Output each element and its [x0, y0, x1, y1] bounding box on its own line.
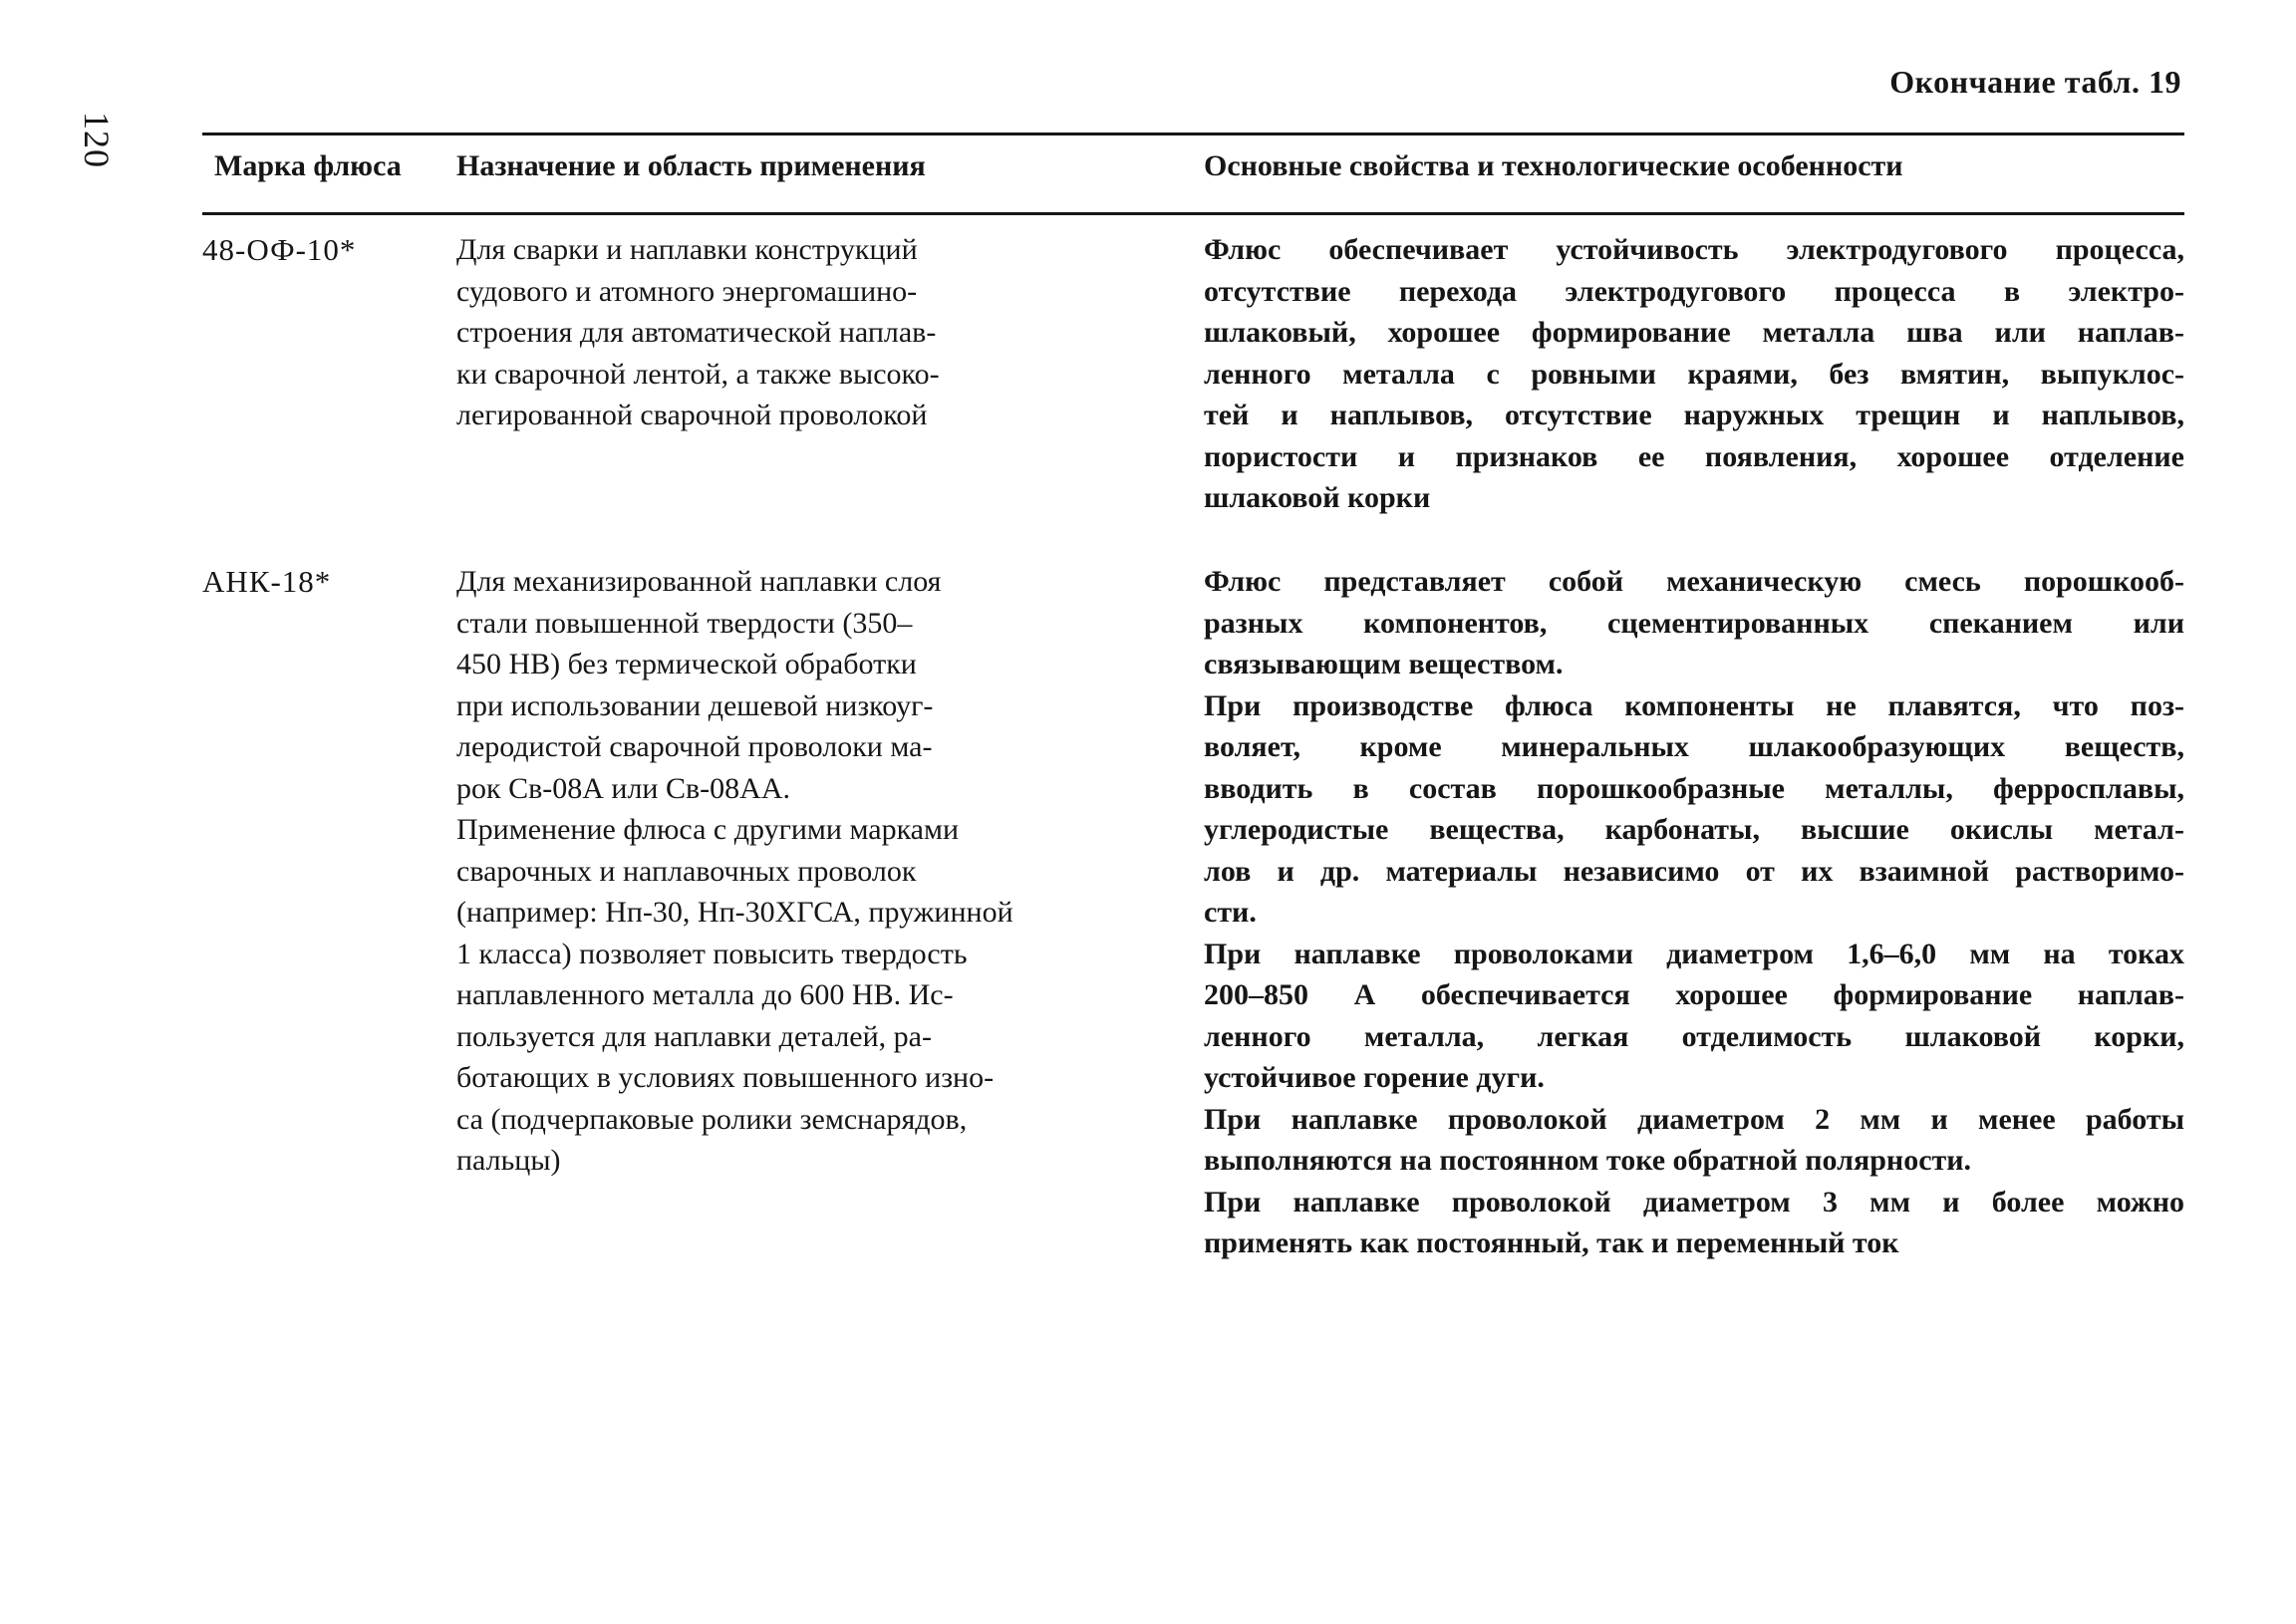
row-2-properties-line: выполняются на постоянном токе обратной полярности.	[1204, 1144, 1972, 1177]
table-top-rule	[202, 133, 2184, 135]
page-number: 120	[77, 112, 117, 168]
row-2-purpose-line: са (подчерпаковые ролики земснарядов,	[456, 1102, 968, 1136]
row-2-properties-line: сти.	[1204, 896, 1257, 929]
row-2-properties-line: При производстве флюса компоненты не плавятся, что поз-	[1204, 688, 2184, 722]
row-1-properties-line: пористости и признаков ее появления, хорошее отделение	[1204, 439, 2184, 473]
row-2-purpose-line: Для механизированной наплавки слоя	[456, 565, 942, 598]
row-2-properties-line: разных компонентов, сцементированных спеканием или	[1204, 606, 2184, 640]
row-1-properties-line: отсутствие перехода электродугового процесса в электро-	[1204, 274, 2184, 308]
row-1-properties	[1204, 229, 2184, 519]
row-2-purpose-line: Применение флюса с другими марками	[456, 813, 960, 846]
row-2-properties-line: лов и др. материалы независимо от их взаимной растворимо-	[1204, 854, 2184, 888]
row-2-purpose-line: наплавленного металла до 600 НВ. Ис-	[456, 978, 954, 1011]
row-2-properties-line: При наплавке проволокой диаметром 3 мм и более можно	[1204, 1185, 2184, 1218]
row-1-purpose-line: строения для автоматической наплав-	[456, 316, 937, 349]
row-1-purpose-line: легированной сварочной проволокой	[456, 399, 928, 431]
row-1-properties-line: Флюс обеспечивает устойчивость электродугового процесса,	[1204, 233, 2184, 266]
row-2-purpose-line: (например: Нп-30, Нп-30ХГСА, пружинной	[456, 896, 1013, 929]
column-header-purpose: Назначение и область применения	[456, 149, 926, 182]
row-2-purpose-line: пользуется для наплавки деталей, ра-	[456, 1019, 932, 1053]
row-2-properties-line: 200–850 А обеспечивается хорошее формирование наплав-	[1204, 978, 2184, 1011]
row-2-purpose-line: леродистой сварочной проволоки ма-	[456, 730, 933, 763]
row-2-properties-line: ленного металла, легкая отделимость шлаковой корки,	[1204, 1019, 2184, 1053]
row-2-purpose-line: пальцы)	[456, 1144, 561, 1177]
table-header-rule	[202, 212, 2184, 215]
row-2-properties-line: воляет, кроме минеральных шлакообразующих веществ,	[1204, 730, 2184, 763]
row-2-properties-line: применять как постоянный, так и переменный ток	[1204, 1226, 1899, 1259]
row-1-purpose-line: судового и атомного энергомашино-	[456, 274, 918, 308]
table-caption: Окончание табл. 19	[1889, 64, 2181, 100]
row-2-properties-line: устойчивое горение дуги.	[1204, 1061, 1545, 1094]
row-2-purpose-line: ботающих в условиях повышенного изно-	[456, 1061, 995, 1094]
row-2-properties-line: При наплавке проволокой диаметром 2 мм и менее работы	[1204, 1102, 2184, 1136]
row-2-properties-line: вводить в состав порошкообразные металлы, ферросплавы,	[1204, 771, 2184, 805]
row-2-properties-line: связывающим веществом.	[1204, 648, 1564, 680]
row-2-purpose-line: при использовании дешевой низкоуг-	[456, 688, 934, 722]
row-1-properties-line: ленного металла с ровными краями, без вмятин, выпуклос-	[1204, 357, 2184, 391]
row-2-purpose-line: рок Св-08А или Св-08АА.	[456, 771, 790, 805]
row-1-purpose-line: Для сварки и наплавки конструкций	[456, 233, 918, 266]
row-1-purpose-line: ки сварочной лентой, а также высоко-	[456, 357, 940, 391]
column-header-properties: Основные свойства и технологические особенности	[1204, 149, 1903, 182]
row-2-properties	[1204, 561, 2184, 1264]
row-2-purpose-line: 450 НВ) без термической обработки	[456, 648, 917, 680]
row-1-purpose	[456, 229, 940, 436]
row-2-properties-line: Флюс представляет собой механическую смесь порошкооб-	[1204, 565, 2184, 598]
row-2-purpose-line: стали повышенной твердости (350–	[456, 606, 913, 640]
row-2-purpose-line: сварочных и наплавочных проволок	[456, 854, 917, 888]
row-1-brand: 48-ОФ-10*	[202, 232, 357, 267]
row-2-purpose-line: 1 класса) позволяет повысить твердость	[456, 937, 968, 970]
row-2-properties-line: При наплавке проволоками диаметром 1,6–6,0 мм на токах	[1204, 937, 2184, 970]
row-1-properties-line: шлаковой корки	[1204, 481, 1431, 514]
row-2-properties-line: углеродистые вещества, карбонаты, высшие окислы метал-	[1204, 813, 2184, 846]
row-1-properties-line: тей и наплывов, отсутствие наружных трещин и наплывов,	[1204, 399, 2184, 431]
row-2-purpose	[456, 561, 1013, 1182]
row-1-properties-line: шлаковый, хорошее формирование металла шва или наплав-	[1204, 316, 2184, 349]
row-2-brand: АНК-18*	[202, 564, 332, 599]
column-header-brand: Марка флюса	[214, 149, 402, 182]
